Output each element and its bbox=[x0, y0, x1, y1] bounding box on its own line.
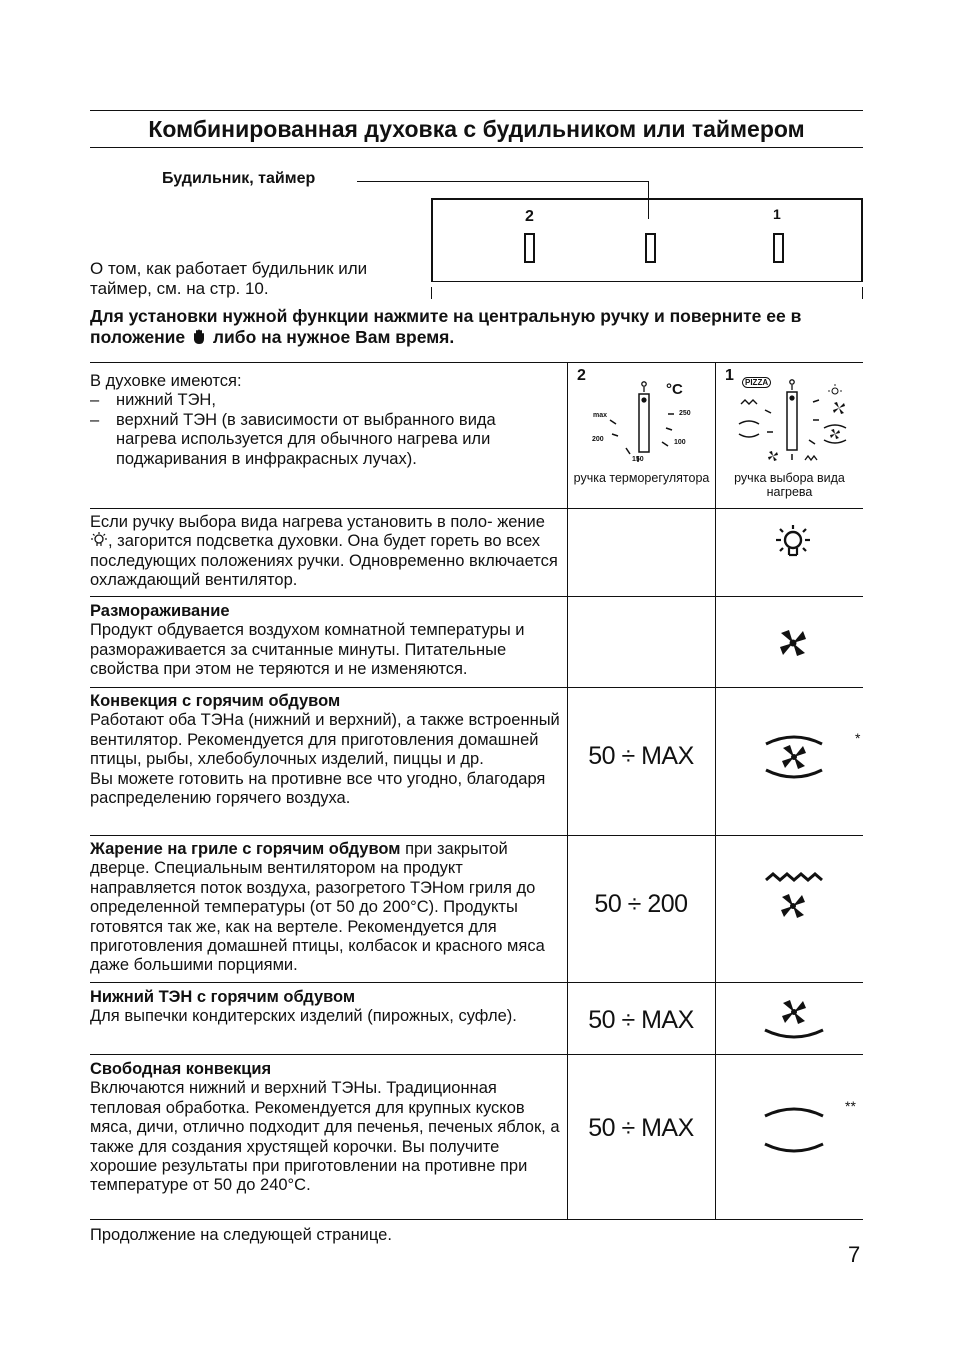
table-rule bbox=[90, 687, 863, 688]
thermostat-number: 2 bbox=[577, 367, 586, 384]
ovens-intro: В духовке имеются: bbox=[90, 372, 242, 390]
row-heading: Жарение на гриле с горячим обдувом bbox=[90, 840, 401, 858]
top-bottom-heat-icon bbox=[762, 1102, 826, 1158]
row-conventional-text bbox=[90, 1060, 565, 1196]
elements-list bbox=[90, 391, 560, 469]
row-text: при закрытой дверце. Специальным вентилятором на продукт направляется поток воздуха, разогретого ТЭНом гриля до определенной температуры (от 50 до 200°C). Продукты готовятся так же, как на вертеле. Рекомендуется для приготовления домашней птицы, колбасок и красного мяса даже большими порциями. bbox=[90, 840, 545, 975]
row-heading: Размораживание bbox=[90, 602, 230, 620]
table-rule bbox=[90, 982, 863, 983]
thermostat-knob bbox=[524, 233, 535, 263]
thermostat-dial-icon bbox=[588, 376, 698, 466]
page-title: Комбинированная духовка с будильником или таймером bbox=[148, 115, 805, 142]
list-item: – верхний ТЭН (в зависимости от выбранного вида нагрева используется для обычного нагрева или поджаривания в инфракрасных лучах). bbox=[90, 411, 560, 469]
temp-range: 50 ÷ 200 bbox=[594, 890, 688, 918]
thermostat-mark-150: 150 bbox=[632, 456, 644, 463]
title-rule-bottom bbox=[90, 147, 863, 148]
page-number: 7 bbox=[848, 1242, 861, 1267]
thermostat-caption: ручка терморегулятора bbox=[573, 471, 710, 485]
row-heading: Нижний ТЭН с горячим обдувом bbox=[90, 988, 356, 1006]
row-text: жение bbox=[497, 513, 545, 531]
selector-caption: ручка выбора вида нагрева bbox=[734, 471, 845, 499]
temp-range: 50 ÷ MAX bbox=[588, 742, 694, 770]
table-column-divider bbox=[715, 362, 716, 1220]
list-item: – нижний ТЭН, bbox=[90, 391, 560, 410]
table-rule bbox=[90, 1219, 863, 1220]
alarm-leader-horizontal bbox=[357, 181, 649, 182]
row-convection-text bbox=[90, 692, 565, 808]
panel-edge-left bbox=[431, 287, 432, 299]
temp-range: 50 ÷ MAX bbox=[588, 1114, 694, 1142]
fan-top-bottom-heat-icon bbox=[763, 732, 825, 782]
control-panel bbox=[431, 198, 863, 282]
instruction bbox=[90, 306, 870, 348]
row-text: , загорится подсветка духовки. Она будет гореть во всех последующих положениях ручки. Одновременно включается охлаждающий вентилятор. bbox=[90, 532, 558, 590]
row-grill-fan-text bbox=[90, 840, 565, 976]
thermostat-mark-100: 100 bbox=[674, 439, 686, 446]
panel-edge-right bbox=[862, 287, 863, 299]
fan-bottom-heat-icon bbox=[762, 996, 826, 1044]
panel-knob-number-1: 1 bbox=[773, 206, 781, 222]
selector-knob bbox=[773, 233, 784, 263]
row-heading: Конвекция с горячим обдувом bbox=[90, 692, 341, 710]
lamp-inline-icon bbox=[90, 532, 108, 548]
selector-number: 1 bbox=[725, 367, 734, 384]
instruction-text-after: либо на нужное Вам время. bbox=[212, 327, 455, 347]
row-text: Продукт обдувается воздухом комнатной температуры и размораживается за считанные минуты. Питательные свойства при этом не теряются и не изменяются. bbox=[90, 621, 525, 679]
row-lamp-text bbox=[90, 513, 562, 591]
thermostat-mark-250: 250 bbox=[679, 410, 691, 417]
table-rule bbox=[90, 596, 863, 597]
lamp-icon bbox=[774, 525, 812, 559]
ovens-elements-description bbox=[90, 372, 560, 469]
row-heading: Свободная конвекция bbox=[90, 1060, 272, 1078]
alarm-note: О том, как работает будильник или таймер, см. на стр. 10. bbox=[90, 259, 368, 298]
temp-range: 50 ÷ MAX bbox=[588, 1006, 694, 1034]
thermostat-mark-200: 200 bbox=[592, 436, 604, 443]
hand-icon bbox=[192, 329, 206, 345]
table-column-divider bbox=[567, 362, 568, 1220]
fan-icon bbox=[778, 628, 808, 658]
row-defrost-text bbox=[90, 602, 565, 680]
instruction-text-before: Для установки нужной функции нажмите на центральную ручку и поверните ее в положение bbox=[90, 306, 802, 347]
thermostat-mark-max: max bbox=[593, 412, 608, 419]
table-rule bbox=[90, 1054, 863, 1055]
selector-dial-icon bbox=[735, 376, 855, 468]
footnote-double-star: ** bbox=[845, 1098, 856, 1114]
row-text: Включаются нижний и верхний ТЭНы. Традиционная тепловая обработка. Рекомендуется для крупных кусков мяса, дичи, отлично подходит для печенья, печеных яблок, а также для создания хрустящей корочки. Вы получите хорошие результаты при приготовлении на противне при температуре от 50 до 240°C. bbox=[90, 1079, 560, 1195]
continuation-note: Продолжение на следующей странице. bbox=[90, 1226, 392, 1244]
table-rule bbox=[90, 508, 863, 509]
selector-pizza-label: PIZZA bbox=[742, 377, 771, 388]
panel-knob-number-2: 2 bbox=[525, 208, 534, 225]
row-text: Для выпечки кондитерских изделий (пирожных, суфле). bbox=[90, 1007, 517, 1026]
row-text: Работают оба ТЭНа (нижний и верхний), а также встроенный вентилятор. Рекомендуется для приготовления домашней птицы, рыбы, хлебобулочных изделий, пиццы и др. bbox=[90, 711, 560, 769]
row-text: Если ручку выбора вида нагрева установить в поло- bbox=[90, 513, 493, 531]
footnote-star: * bbox=[855, 730, 861, 746]
row-text: Вы можете готовить на противне все что угодно, благодаря распределению горячего воздуха. bbox=[90, 769, 546, 808]
thermostat-unit: °C bbox=[666, 381, 683, 398]
alarm-timer-label: Будильник, таймер bbox=[162, 170, 316, 187]
timer-knob bbox=[645, 233, 656, 263]
table-rule bbox=[90, 835, 863, 836]
title-rule-top bbox=[90, 110, 863, 111]
grill-fan-icon bbox=[764, 872, 824, 924]
row-bottom-fan-text bbox=[90, 988, 565, 1027]
table-rule bbox=[90, 362, 863, 363]
